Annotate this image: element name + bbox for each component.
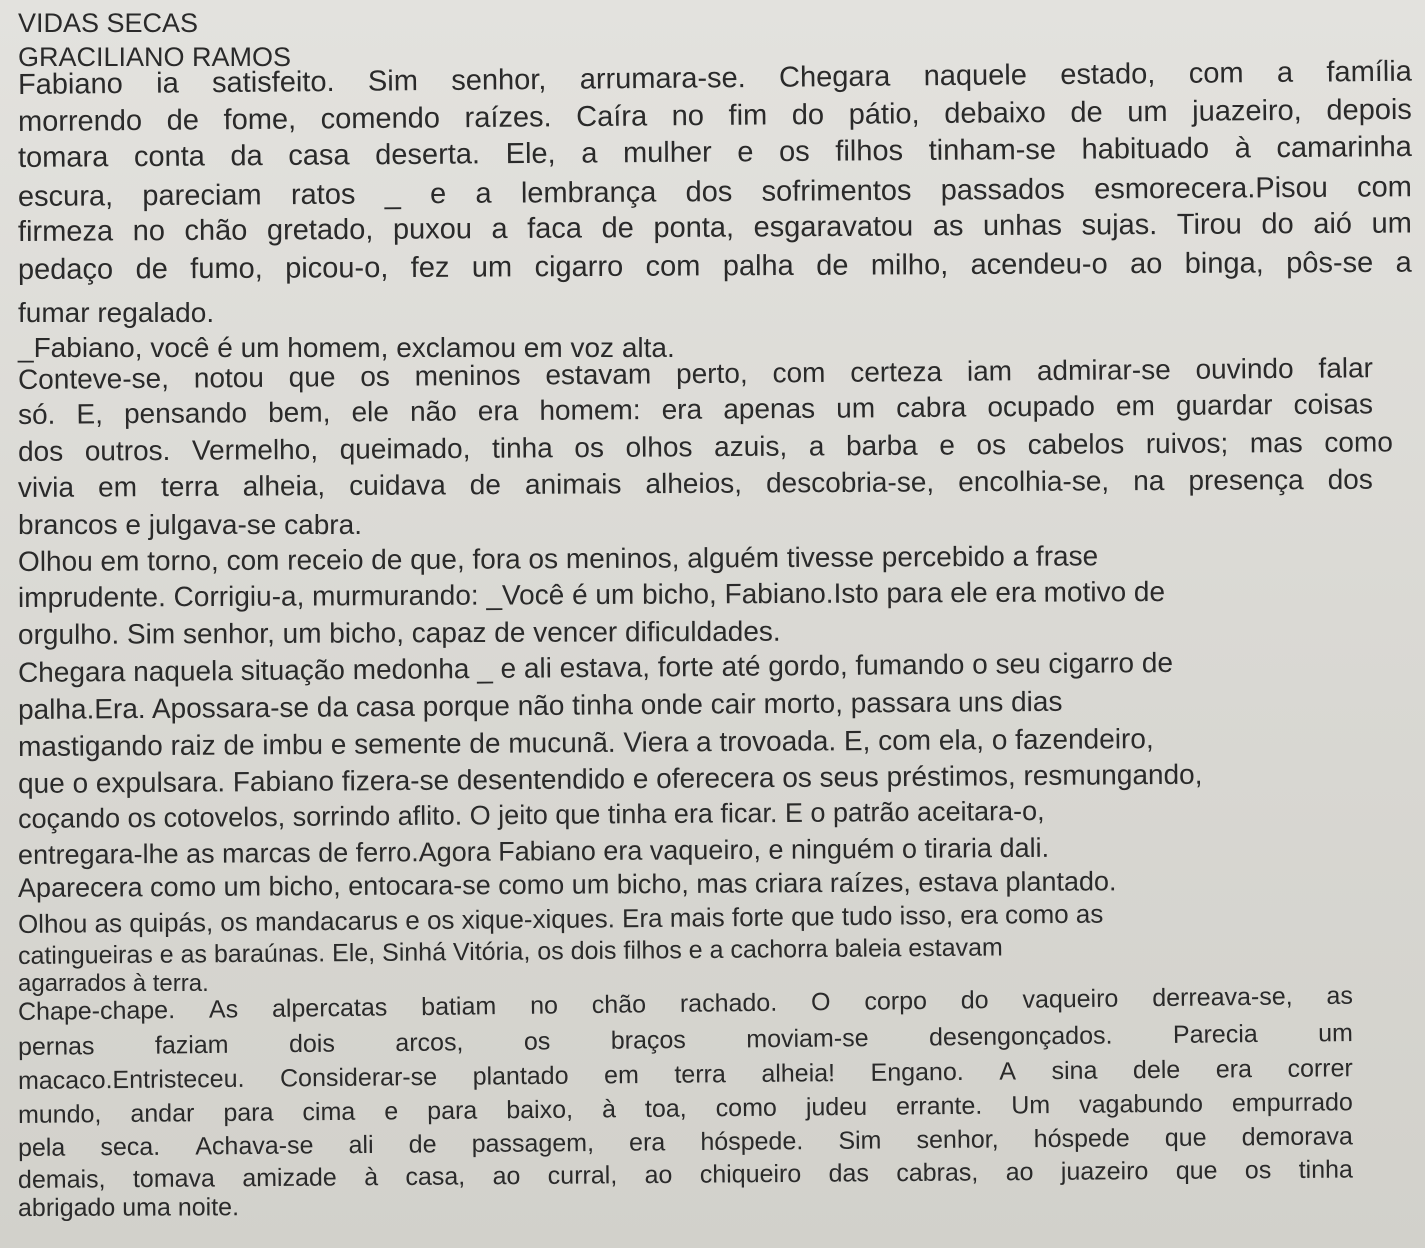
text-line: vivia em terra alheia, cuidava de animais alheios, descobria-se, encolhia-se, na presença dos	[17, 463, 1373, 503]
text-line: Olhou em torno, com receio de que, fora os meninos, alguém tivesse percebido a frase	[17, 540, 1099, 577]
text-line: escura, pareciam ratos _ e a lembrança dos sofrimentos passados esmorecera.Pisou com	[17, 171, 1413, 213]
text-line: dos outros. Vermelho, queimado, tinha os olhos azuis, a barba e os cabelos ruivos; mas como	[17, 426, 1393, 467]
text-line: entregara-lhe as marcas de ferro.Agora Fabiano era vaqueiro, e ninguém o tiraria dali.	[17, 832, 1050, 870]
text-line: catingueiras e as baraúnas. Ele, Sinhá Vitória, os dois filhos e a cachorra baleia estavam	[17, 933, 1003, 970]
text-line: orgulho. Sim senhor, um bicho, capaz de vencer dificuldades.	[17, 615, 781, 650]
document-title: VIDAS SECAS	[18, 8, 199, 38]
text-line: mundo, andar para cima e para baixo, à toa, como judeu errante. Um vagabundo empurrado	[17, 1088, 1353, 1129]
header	[18, 6, 291, 74]
text-line: _Fabiano, você é um homem, exclamou em voz alta.	[18, 332, 675, 363]
text-line: Chegara naquela situação medonha _ e ali estava, forte até gordo, fumando o seu cigarro de	[17, 646, 1174, 688]
text-line: macaco.Entristeceu. Considerar-se plantado em terra alheia! Engano. A sina dele era correr	[17, 1054, 1353, 1095]
text-line: imprudente. Corrigiu-a, murmurando: _Você é um bicho, Fabiano.Isto para ele era motivo de	[17, 575, 1166, 613]
text-line: Fabiano ia satisfeito. Sim senhor, arrumara-se. Chegara naquele estado, com a família	[17, 55, 1412, 101]
text-line: pela seca. Achava-se ali de passagem, era hóspede. Sim senhor, hóspede que demorava	[17, 1122, 1353, 1162]
text-line: Chape-chape. As alpercatas batiam no chão rachado. O corpo do vaqueiro derreava-se, as	[17, 981, 1354, 1026]
text-line: mastigando raiz de imbu e semente de mucunã. Viera a trovoada. E, com ela, o fazendeiro,	[17, 723, 1154, 762]
text-line: pernas faziam dois arcos, os braços moviam-se desengonçados. Parecia um	[17, 1019, 1354, 1061]
text-line: só. E, pensando bem, ele não era homem: era apenas um cabra ocupado em guardar coisas	[17, 388, 1374, 430]
text-line: pedaço de fumo, picou-o, fez um cigarro com palha de milho, acendeu-o ao binga, pôs-se a	[17, 246, 1412, 286]
text-line: Conteve-se, notou que os meninos estavam perto, com certeza iam admirar-se ouvindo falar	[17, 352, 1374, 395]
text-line: brancos e julgava-se cabra.	[18, 509, 362, 540]
document-author: GRACILIANO RAMOS	[18, 42, 292, 72]
text-line: palha.Era. Apossara-se da casa porque não tinha onde cair morto, passara uns dias	[17, 685, 1063, 725]
text-line: coçando os cotovelos, sorrindo aflito. O jeito que tinha era ficar. E o patrão aceitara-o,	[17, 795, 1045, 834]
text-line: Aparecera como um bicho, entocara-se como um bicho, mas criara raízes, estava plantado.	[17, 866, 1117, 903]
text-line: que o expulsara. Fabiano fizera-se desentendido e oferecera os seus préstimos, resmungando,	[17, 758, 1203, 799]
text-line: Olhou as quipás, os mandacarus e os xique-xiques. Era mais forte que tudo isso, era como as	[17, 898, 1104, 939]
text-line: morrendo de fome, comendo raízes. Caíra no fim do pátio, debaixo de um juazeiro, depois	[17, 93, 1412, 138]
text-line: firmeza no chão gretado, puxou a faca de ponta, esgaravatou as unhas sujas. Tirou do aió um	[17, 207, 1412, 248]
text-line: demais, tomava amizade à casa, ao curral, ao chiqueiro das cabras, ao juazeiro que os tinha	[17, 1155, 1353, 1194]
text-line: agarrados à terra.	[18, 970, 209, 997]
text-line: abrigado uma noite.	[17, 1193, 240, 1222]
text-line: fumar regalado.	[18, 297, 215, 328]
text-line: tomara conta da casa deserta. Ele, a mulher e os filhos tinham-se habituado à camarinha	[17, 131, 1412, 174]
